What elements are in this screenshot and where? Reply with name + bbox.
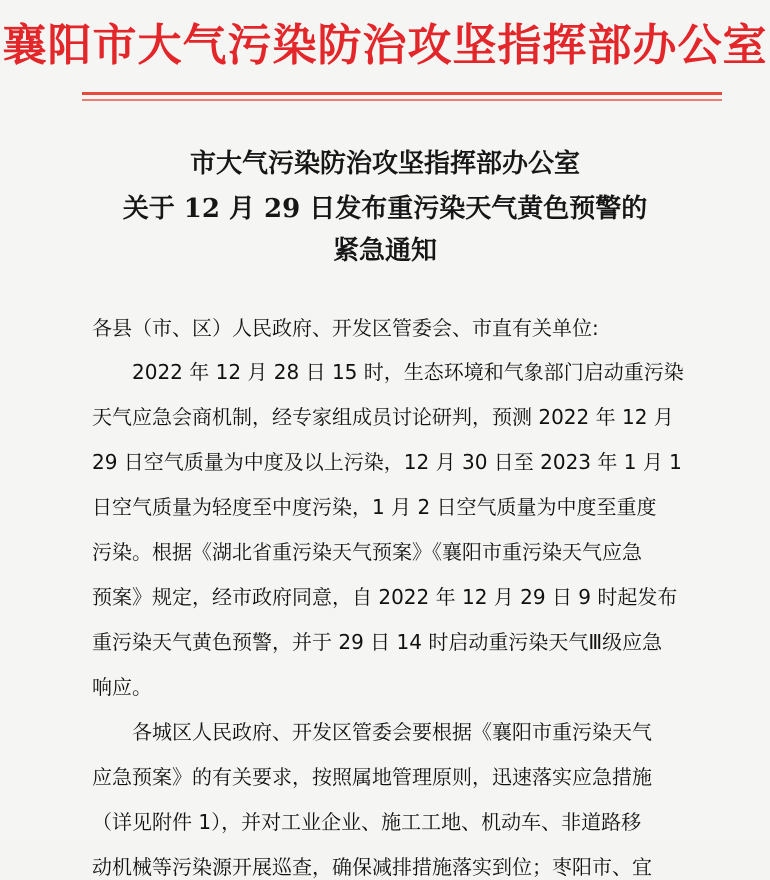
paragraph-2-line: 各城区人民政府、开发区管委会要根据《襄阳市重污染天气 — [132, 720, 652, 744]
paragraph-2-line: 动机械等污染源开展巡查，确保减排措施落实到位；枣阳市、宜 — [92, 855, 652, 879]
paragraph-1-line: 29 日空气质量为中度及以上污染，12 月 30 日至 2023 年 1 月 1 — [92, 450, 682, 474]
paragraph-1-line: 2022 年 12 月 28 日 15 时，生态环境和气象部门启动重污染 — [132, 360, 684, 384]
paragraph-1-line: 天气应急会商机制，经专家组成员讨论研判，预测 2022 年 12 月 — [92, 405, 674, 429]
letterhead — [0, 0, 770, 100]
paragraph-2-line: 应急预案》的有关要求，按照属地管理原则，迅速落实应急措施 — [92, 765, 652, 789]
paragraph-1-line: 响应。 — [92, 675, 152, 699]
addressee-line: 各县（市、区）人民政府、开发区管委会、市直有关单位: — [92, 316, 599, 340]
paragraph-1-line: 预案》规定，经市政府同意，自 2022 年 12 月 29 日 9 时起发布 — [92, 585, 678, 609]
notice-title-line-2: 关于 12 月 29 日发布重污染天气黄色预警的 — [122, 194, 648, 224]
paragraph-1-line: 污染。根据《湖北省重污染天气预案》《襄阳市重污染天气应急 — [92, 540, 642, 564]
paragraph-1-line: 日空气质量为轻度至中度污染，1 月 2 日空气质量为中度至重度 — [92, 495, 657, 519]
notice-title-line-3: 紧急通知 — [332, 236, 437, 266]
letterhead-title: 襄阳市大气污染防治攻坚指挥部办公室 — [2, 20, 768, 71]
paragraph-2-line: （详见附件 1），并对工业企业、施工工地、机动车、非道路移 — [92, 810, 642, 834]
notice-title-line-1: 市大气污染防治攻坚指挥部办公室 — [189, 149, 580, 179]
letterhead-red-rule-thin — [82, 99, 722, 101]
letterhead-red-rule — [82, 92, 722, 95]
paragraph-1-line: 重污染天气黄色预警，并于 29 日 14 时启动重污染天气Ⅲ级应急 — [92, 630, 663, 654]
